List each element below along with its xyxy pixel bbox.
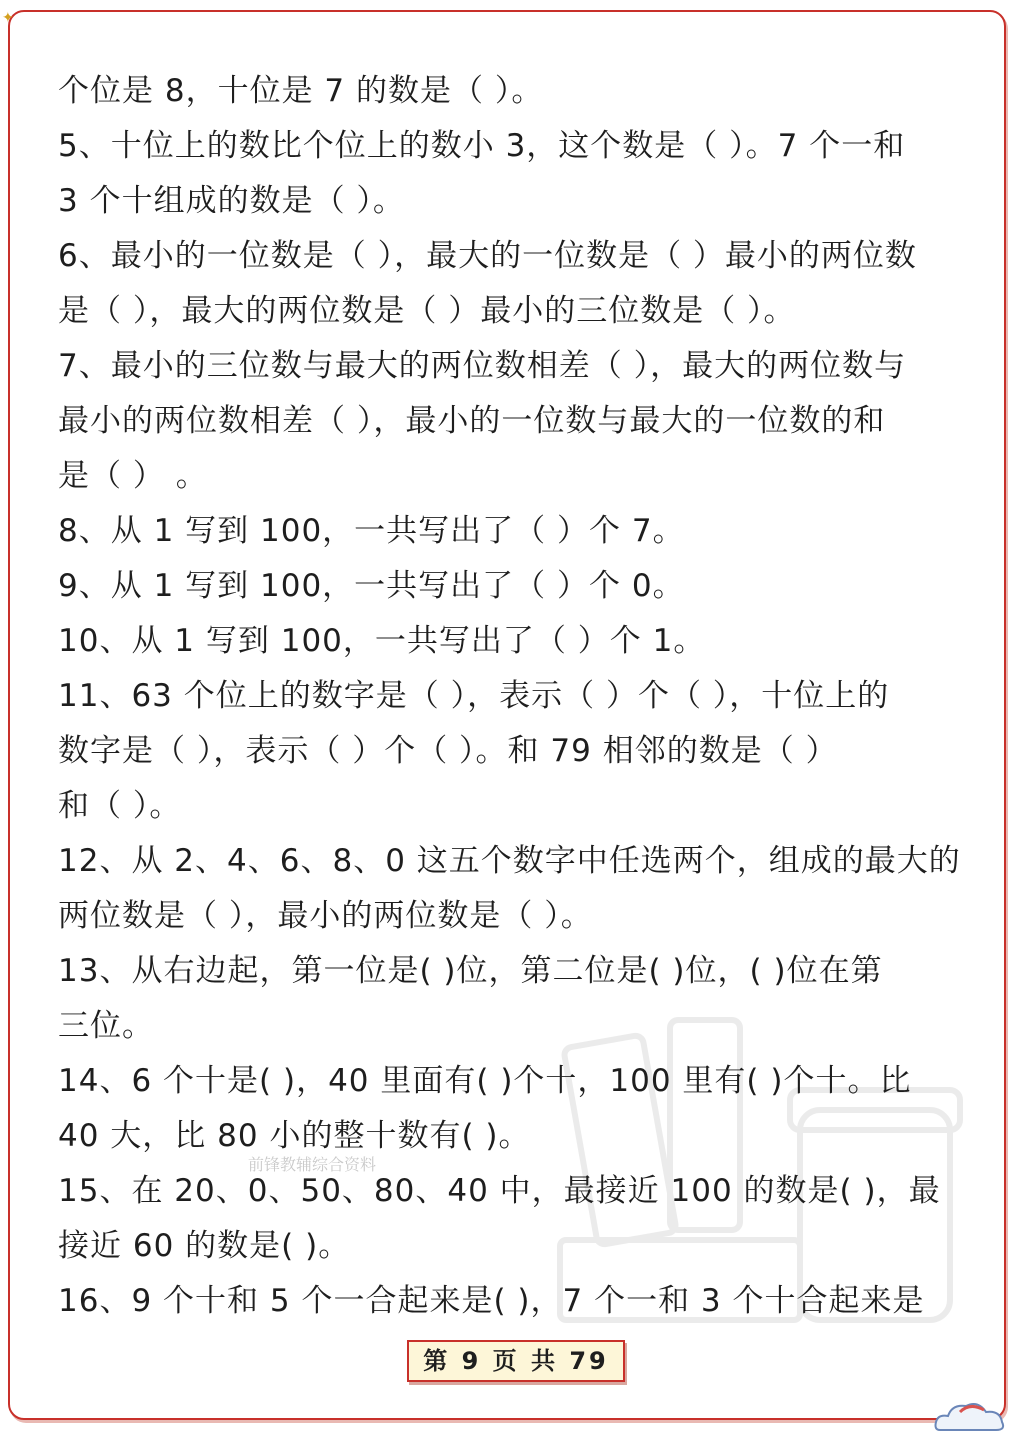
text-line: 15、在 20、0、50、80、40 中，最接近 100 的数是( )，最	[58, 1173, 941, 1209]
page-number-footer: 第 9 页 共 79	[407, 1340, 625, 1382]
text-line: 11、63 个位上的数字是（ ），表示（ ）个（ ），十位上的	[58, 678, 890, 714]
text-line: 14、6 个十是( )，40 里面有( )个十，100 里有( )个十。比	[58, 1063, 912, 1099]
question-text	[58, 64, 970, 1329]
text-line: 3 个十组成的数是（ ）。	[58, 183, 405, 219]
text-line: 7、最小的三位数与最大的两位数相差（ ），最大的两位数与	[58, 348, 907, 384]
text-line: 12、从 2、4、6、8、0 这五个数字中任选两个，组成的最大的	[58, 843, 961, 879]
text-line: 三位。	[58, 1008, 154, 1044]
star-icon: ✦	[2, 10, 14, 26]
text-line: 和（ ）。	[58, 788, 182, 824]
text-line: 10、从 1 写到 100，一共写出了（ ）个 1。	[58, 623, 706, 659]
text-line: 40 大，比 80 小的整十数有( )。	[58, 1118, 531, 1154]
text-line: 接近 60 的数是( )。	[58, 1228, 351, 1264]
text-line: 是（ ），最大的两位数是（ ）最小的三位数是（ ）。	[58, 293, 796, 329]
text-line: 数字是（ ），表示（ ）个（ ）。和 79 相邻的数是（ ）	[58, 733, 838, 769]
text-line: 最小的两位数相差（ ），最小的一位数与最大的一位数的和	[58, 403, 886, 439]
text-line: 16、9 个十和 5 个一合起来是( )，7 个一和 3 个十合起来是	[58, 1283, 925, 1319]
text-line: 6、最小的一位数是（ ），最大的一位数是（ ）最小的两位数	[58, 238, 917, 274]
text-line: 9、从 1 写到 100，一共写出了（ ）个 0。	[58, 568, 685, 604]
text-line: 两位数是（ ），最小的两位数是（ ）。	[58, 898, 593, 934]
text-line: 5、十位上的数比个位上的数小 3，这个数是（ ）。7 个一和	[58, 128, 906, 164]
text-line: 个位是 8，十位是 7 的数是（ ）。	[58, 73, 544, 109]
text-line: 13、从右边起，第一位是( )位，第二位是( )位，( )位在第	[58, 953, 883, 989]
watermark: 前锋教辅综合资料	[248, 1155, 377, 1174]
cloud-icon	[930, 1396, 1010, 1432]
text-line: 是（ ） 。	[58, 458, 208, 494]
text-line: 8、从 1 写到 100，一共写出了（ ）个 7。	[58, 513, 685, 549]
